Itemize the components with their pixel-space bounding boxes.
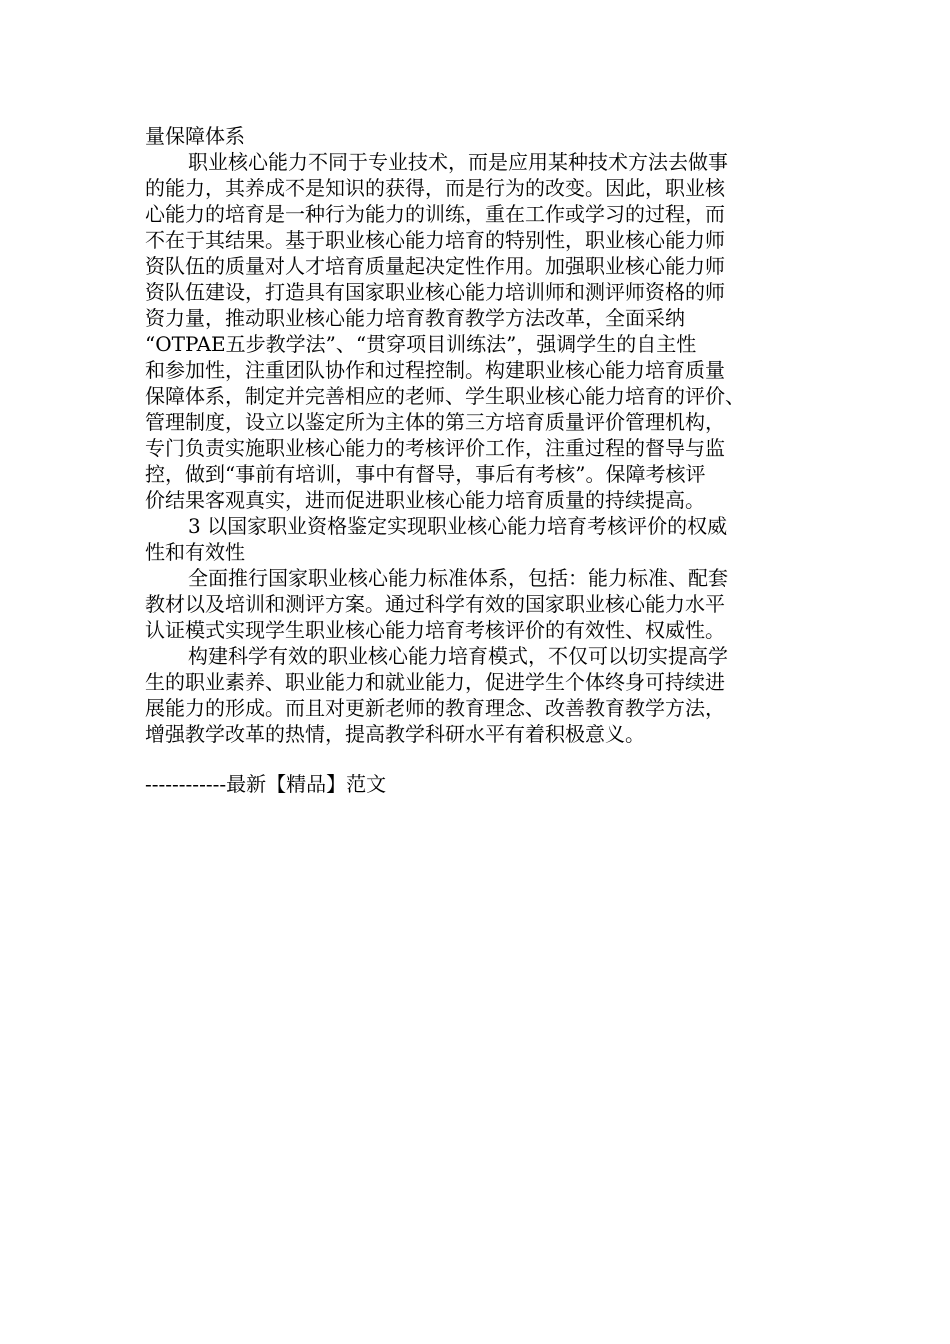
- footer-text: ------------最新【精品】范文: [145, 772, 387, 796]
- paragraph-line: 展能力的形成。而且对更新老师的教育理念、改善教育教学方法，: [145, 696, 725, 720]
- paragraph-line: “OTPAE五步教学法”、“贯穿项目训练法”，强调学生的自主性: [145, 332, 697, 356]
- paragraph-line: 管理制度，设立以鉴定所为主体的第三方培育质量评价管理机构，: [145, 410, 725, 434]
- paragraph-line: 的能力，其养成不是知识的获得，而是行为的改变。因此，职业核: [145, 176, 725, 200]
- paragraph-line: 全面推行国家职业核心能力标准体系，包括：能力标准、配套: [188, 566, 728, 590]
- paragraph-line: 构建科学有效的职业核心能力培育模式，不仅可以切实提高学: [188, 644, 728, 668]
- paragraph-line: 认证模式实现学生职业核心能力培育考核评价的有效性、权威性。: [145, 618, 725, 642]
- paragraph-line: 生的职业素养、职业能力和就业能力，促进学生个体终身可持续进: [145, 670, 725, 694]
- paragraph-line: 职业核心能力不同于专业技术，而是应用某种技术方法去做事: [188, 150, 728, 174]
- paragraph-line: 资队伍建设，打造具有国家职业核心能力培训师和测评师资格的师: [145, 280, 725, 304]
- paragraph-line: 增强教学改革的热情，提高教学科研水平有着积极意义。: [145, 722, 645, 746]
- section-heading: 3 以国家职业资格鉴定实现职业核心能力培育考核评价的权威: [188, 514, 728, 538]
- paragraph-line: 资队伍的质量对人才培育质量起决定性作用。加强职业核心能力师: [145, 254, 725, 278]
- paragraph-line: 和参加性，注重团队协作和过程控制。构建职业核心能力培育质量: [145, 358, 725, 382]
- paragraph-line: 心能力的培育是一种行为能力的训练，重在工作或学习的过程，而: [145, 202, 725, 226]
- paragraph-line: 资力量，推动职业核心能力培育教育教学方法改革，全面采纳: [145, 306, 685, 330]
- paragraph-line: 量保障体系: [145, 124, 245, 148]
- paragraph-line: 控，做到“事前有培训，事中有督导，事后有考核”。保障考核评: [145, 462, 706, 486]
- paragraph-line: 教材以及培训和测评方案。通过科学有效的国家职业核心能力水平: [145, 592, 725, 616]
- paragraph-line: 专门负责实施职业核心能力的考核评价工作，注重过程的督导与监: [145, 436, 725, 460]
- paragraph-line: 价结果客观真实，进而促进职业核心能力培育质量的持续提高。: [145, 488, 705, 512]
- section-heading-continued: 性和有效性: [145, 540, 245, 564]
- paragraph-line: 不在于其结果。基于职业核心能力培育的特别性，职业核心能力师: [145, 228, 725, 252]
- paragraph-line: 保障体系，制定并完善相应的老师、学生职业核心能力培育的评价、: [145, 384, 745, 408]
- document-body: [145, 123, 805, 747]
